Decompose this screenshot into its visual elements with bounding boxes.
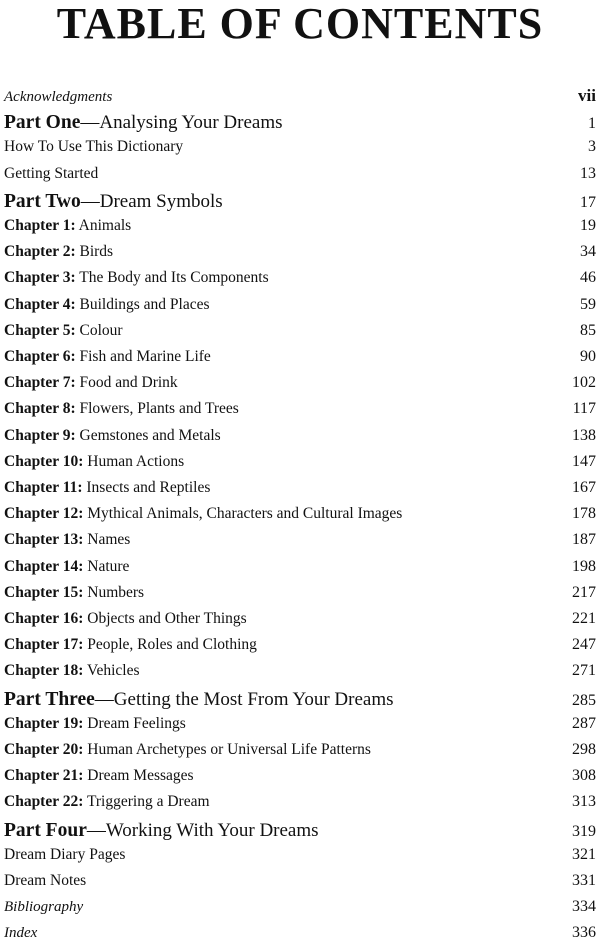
toc-entry-title: People, Roles and Clothing xyxy=(83,636,257,654)
toc-entry-title: Animals xyxy=(75,217,132,234)
toc-entry xyxy=(4,479,596,497)
toc-page-number: 221 xyxy=(572,610,596,627)
toc-entry-prefix: Chapter 4: xyxy=(4,295,76,313)
toc-page-number: 198 xyxy=(572,557,596,575)
toc-entry-prefix: Chapter 7: xyxy=(4,374,76,392)
toc-entry-label xyxy=(4,165,98,183)
toc-page-number: 1 xyxy=(588,115,596,133)
toc-page-number: 178 xyxy=(572,505,596,523)
toc-entry-prefix: Chapter 12: xyxy=(4,505,84,523)
toc-page-number: 334 xyxy=(572,898,596,916)
toc-entry-title: Insects and Reptiles xyxy=(82,479,211,496)
toc-entry-label xyxy=(4,689,394,711)
toc-part-entry xyxy=(4,689,596,711)
toc-entry-label xyxy=(4,453,184,471)
toc-entry-title: —Analysing Your Dreams xyxy=(80,112,283,134)
toc-entry-title: Getting Started xyxy=(4,164,99,182)
toc-entry-label xyxy=(4,846,125,864)
toc-entry-label xyxy=(4,899,83,916)
toc-entry xyxy=(4,86,596,106)
toc-entry-prefix: Chapter 16: xyxy=(4,610,84,627)
toc-entry-title: Human Archetypes or Universal Life Patterns xyxy=(83,741,371,758)
toc-entry-title: Dream Feelings xyxy=(83,714,186,732)
toc-entry-title: Food and Drink xyxy=(75,374,178,392)
toc-page-number: 187 xyxy=(572,531,596,549)
toc-page-number: 336 xyxy=(572,924,596,942)
toc-entry-prefix: Chapter 19: xyxy=(4,714,84,732)
toc-entry xyxy=(4,374,596,392)
toc-page-number: 59 xyxy=(580,295,596,313)
toc-entry xyxy=(4,348,596,366)
toc-entry-prefix: Chapter 22: xyxy=(4,793,84,811)
toc-entry-prefix: Chapter 11: xyxy=(4,479,83,496)
toc-page-number: 17 xyxy=(580,193,596,211)
toc-entry xyxy=(4,453,596,471)
toc-entry-prefix: Chapter 8: xyxy=(4,400,76,418)
toc-entry-label xyxy=(4,820,319,842)
toc-entry-title: Fish and Marine Life xyxy=(75,348,211,365)
toc-entry-title: Birds xyxy=(75,243,114,261)
toc-entry xyxy=(4,558,596,576)
toc-entry-label xyxy=(4,322,123,340)
toc-page-number: 217 xyxy=(572,583,596,601)
toc-entry-label xyxy=(4,243,113,261)
page-title: TABLE OF CONTENTS xyxy=(56,0,544,48)
toc-entry-title: Objects and Other Things xyxy=(83,610,247,627)
toc-entry-title: Nature xyxy=(83,557,130,575)
toc-entry-title: Flowers, Plants and Trees xyxy=(75,400,239,418)
toc-page-number: 331 xyxy=(572,872,596,889)
toc-entry xyxy=(4,165,596,183)
toc-entry-label xyxy=(4,191,223,213)
toc-entry-label xyxy=(4,767,194,785)
toc-entry-title: —Dream Symbols xyxy=(80,190,223,212)
toc-entry-prefix: Chapter 1: xyxy=(4,217,76,234)
toc-entry-prefix: Chapter 14: xyxy=(4,557,84,575)
toc-entry xyxy=(4,296,596,314)
toc-page-number: 102 xyxy=(572,374,596,392)
toc-entry xyxy=(4,243,596,261)
toc-entry-title: The Body and Its Components xyxy=(75,269,269,287)
toc-entry xyxy=(4,610,596,628)
toc-entry-prefix: Chapter 10: xyxy=(4,452,84,470)
toc-entry-prefix: Chapter 17: xyxy=(4,636,84,654)
toc-entry xyxy=(4,898,596,916)
toc-entry-title: Dream Notes xyxy=(4,872,87,889)
toc-entry xyxy=(4,715,596,733)
toc-entry xyxy=(4,531,596,549)
toc-entry xyxy=(4,636,596,654)
toc-entry-label xyxy=(4,584,144,602)
toc-entry-label xyxy=(4,112,283,134)
toc-entry-prefix: Chapter 6: xyxy=(4,348,76,365)
toc-entry-prefix: Part One xyxy=(4,112,81,134)
toc-entry-label xyxy=(4,296,210,314)
toc-entry-prefix: Chapter 3: xyxy=(4,269,76,287)
toc-entry-title: Dream Diary Pages xyxy=(4,845,126,863)
toc-page-number: 85 xyxy=(580,321,596,339)
toc-page-number: 90 xyxy=(580,348,596,365)
toc-entry-prefix: Chapter 2: xyxy=(4,243,76,261)
toc-entry xyxy=(4,322,596,340)
toc-entry-label xyxy=(4,610,247,628)
toc-entry-title: Colour xyxy=(75,321,123,339)
toc-entry-title: Index xyxy=(4,925,38,942)
toc-entry xyxy=(4,741,596,759)
toc-entry-title: —Getting the Most From Your Dreams xyxy=(94,688,394,710)
toc-page-number: 247 xyxy=(572,636,596,654)
toc-entry-label xyxy=(4,348,211,366)
toc-entry-label xyxy=(4,138,183,156)
toc-entry-title: Mythical Animals, Characters and Cultural Images xyxy=(83,505,403,523)
toc-page-number: vii xyxy=(578,86,596,105)
toc-page-number: 285 xyxy=(572,691,596,709)
toc-page-number: 34 xyxy=(580,243,596,261)
toc-entry-title: —Working With Your Dreams xyxy=(86,819,319,841)
toc-entry xyxy=(4,505,596,523)
toc-entry-label xyxy=(4,925,37,942)
toc-entry-title: Names xyxy=(83,531,131,549)
toc-entry-prefix: Chapter 21: xyxy=(4,767,84,785)
toc-page-number: 319 xyxy=(572,822,596,840)
toc-entry-prefix: Part Three xyxy=(4,688,95,710)
toc-entry xyxy=(4,584,596,602)
toc-page-number: 3 xyxy=(588,138,596,156)
toc-entry-title: Bibliography xyxy=(4,899,84,916)
toc-page-number: 117 xyxy=(572,400,596,418)
toc-entry-title: Dream Messages xyxy=(83,767,194,785)
toc-entry-title: How To Use This Dictionary xyxy=(4,138,184,156)
toc-entry xyxy=(4,138,596,156)
toc-entry xyxy=(4,662,596,680)
toc-entry-label xyxy=(4,662,139,680)
toc-part-entry xyxy=(4,112,596,134)
toc-entry xyxy=(4,872,596,890)
toc-page-number: 271 xyxy=(572,662,596,680)
toc-entry-label xyxy=(4,400,239,418)
toc-entry-label xyxy=(4,636,257,654)
toc-entry xyxy=(4,846,596,864)
toc-entry-label xyxy=(4,427,221,445)
toc-part-entry xyxy=(4,191,596,213)
toc-page-number: 298 xyxy=(572,741,596,758)
toc-page-number: 46 xyxy=(580,269,596,287)
toc-entry-label xyxy=(4,89,112,106)
toc-entry-prefix: Part Two xyxy=(4,190,81,212)
toc-page-number: 321 xyxy=(572,845,596,863)
toc-entry-prefix: Chapter 18: xyxy=(4,662,84,680)
toc-part-entry xyxy=(4,820,596,842)
toc-entry-label xyxy=(4,793,210,811)
toc-page-number: 138 xyxy=(572,426,596,444)
toc-entry-label xyxy=(4,531,130,549)
toc-entry-prefix: Chapter 9: xyxy=(4,426,76,444)
toc-entry-label xyxy=(4,374,178,392)
toc-entry-label xyxy=(4,872,86,890)
toc-entry-label xyxy=(4,217,131,235)
toc-entry-label xyxy=(4,558,129,576)
toc-entry-title: Numbers xyxy=(83,583,145,601)
toc-entry-title: Buildings and Places xyxy=(75,295,210,313)
toc-entry-prefix: Chapter 15: xyxy=(4,583,84,601)
toc-page-number: 147 xyxy=(572,452,596,470)
toc-entry-label xyxy=(4,741,371,759)
toc-entry xyxy=(4,217,596,235)
toc-page-number: 287 xyxy=(572,714,596,732)
toc-page-number: 313 xyxy=(572,793,596,811)
toc-page-number: 13 xyxy=(580,164,596,182)
toc-entry-label xyxy=(4,479,210,497)
toc-page-number: 167 xyxy=(572,479,596,496)
toc-entry xyxy=(4,767,596,785)
toc-entry-prefix: Part Four xyxy=(4,819,87,841)
toc-entry xyxy=(4,793,596,811)
toc-entry xyxy=(4,400,596,418)
toc-entry-title: Human Actions xyxy=(83,452,185,470)
toc-entry-prefix: Chapter 20: xyxy=(4,741,84,758)
toc-entry xyxy=(4,924,596,942)
toc-entry xyxy=(4,427,596,445)
toc-entry-title: Gemstones and Metals xyxy=(75,426,221,444)
toc-entry-label xyxy=(4,269,269,287)
toc-entry-label xyxy=(4,715,186,733)
toc-page-number: 19 xyxy=(580,217,596,234)
toc-entry-title: Vehicles xyxy=(83,662,140,680)
toc-entry-prefix: Chapter 5: xyxy=(4,321,76,339)
toc-entry-prefix: Chapter 13: xyxy=(4,531,84,549)
toc-entry-label xyxy=(4,505,402,523)
toc-entry-title: Acknowledgments xyxy=(4,89,113,105)
toc-page-number: 308 xyxy=(572,767,596,785)
toc-entry xyxy=(4,269,596,287)
toc-entry-title: Triggering a Dream xyxy=(83,793,210,811)
